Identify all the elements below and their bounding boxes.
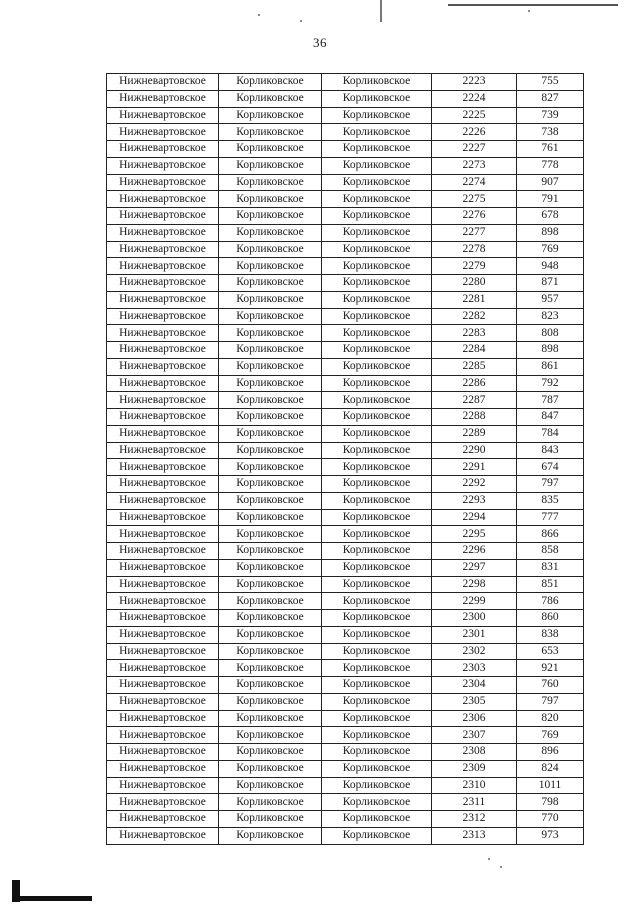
- cell-value: 797: [517, 693, 584, 710]
- cell-field: Корликовское: [219, 124, 322, 141]
- table-row: [107, 325, 584, 342]
- cell-number: 2291: [432, 459, 517, 476]
- cell-region: Нижневартовское: [107, 208, 219, 225]
- cell-region: Нижневартовское: [107, 476, 219, 493]
- cell-value: 778: [517, 157, 584, 174]
- cell-deposit: Корликовское: [322, 141, 432, 158]
- cell-value: 770: [517, 811, 584, 828]
- table-row: [107, 375, 584, 392]
- cell-number: 2282: [432, 308, 517, 325]
- scan-artifact: [300, 20, 302, 22]
- cell-deposit: Корликовское: [322, 157, 432, 174]
- cell-number: 2288: [432, 409, 517, 426]
- cell-region: Нижневартовское: [107, 275, 219, 292]
- cell-number: 2301: [432, 626, 517, 643]
- cell-value: 678: [517, 208, 584, 225]
- cell-value: 898: [517, 224, 584, 241]
- cell-field: Корликовское: [219, 593, 322, 610]
- scan-artifact: [258, 14, 260, 16]
- table-row: [107, 760, 584, 777]
- cell-number: 2281: [432, 291, 517, 308]
- cell-field: Корликовское: [219, 543, 322, 560]
- cell-value: 921: [517, 660, 584, 677]
- cell-region: Нижневартовское: [107, 258, 219, 275]
- cell-deposit: Корликовское: [322, 74, 432, 91]
- cell-region: Нижневартовское: [107, 677, 219, 694]
- cell-field: Корликовское: [219, 509, 322, 526]
- cell-region: Нижневартовское: [107, 811, 219, 828]
- cell-deposit: Корликовское: [322, 777, 432, 794]
- cell-number: 2285: [432, 358, 517, 375]
- cell-deposit: Корликовское: [322, 392, 432, 409]
- cell-field: Корликовское: [219, 492, 322, 509]
- table-row: [107, 643, 584, 660]
- cell-number: 2303: [432, 660, 517, 677]
- cell-value: 1011: [517, 777, 584, 794]
- cell-value: 827: [517, 90, 584, 107]
- table-row: [107, 710, 584, 727]
- cell-region: Нижневартовское: [107, 325, 219, 342]
- cell-deposit: Корликовское: [322, 710, 432, 727]
- cell-value: 755: [517, 74, 584, 91]
- cell-number: 2286: [432, 375, 517, 392]
- cell-value: 843: [517, 442, 584, 459]
- cell-deposit: Корликовское: [322, 459, 432, 476]
- cell-region: Нижневартовское: [107, 409, 219, 426]
- table-row: [107, 141, 584, 158]
- cell-deposit: Корликовское: [322, 559, 432, 576]
- cell-number: 2278: [432, 241, 517, 258]
- table-row: [107, 90, 584, 107]
- cell-field: Корликовское: [219, 476, 322, 493]
- cell-value: 866: [517, 526, 584, 543]
- cell-value: 820: [517, 710, 584, 727]
- cell-field: Корликовское: [219, 90, 322, 107]
- cell-value: 797: [517, 476, 584, 493]
- cell-number: 2223: [432, 74, 517, 91]
- cell-field: Корликовское: [219, 610, 322, 627]
- cell-number: 2302: [432, 643, 517, 660]
- cell-deposit: Корликовское: [322, 509, 432, 526]
- cell-number: 2292: [432, 476, 517, 493]
- cell-deposit: Корликовское: [322, 375, 432, 392]
- cell-number: 2290: [432, 442, 517, 459]
- cell-region: Нижневартовское: [107, 425, 219, 442]
- cell-region: Нижневартовское: [107, 157, 219, 174]
- cell-value: 769: [517, 727, 584, 744]
- cell-deposit: Корликовское: [322, 308, 432, 325]
- cell-region: Нижневартовское: [107, 291, 219, 308]
- cell-number: 2275: [432, 191, 517, 208]
- table-row: [107, 677, 584, 694]
- cell-deposit: Корликовское: [322, 224, 432, 241]
- cell-value: 831: [517, 559, 584, 576]
- cell-deposit: Корликовское: [322, 811, 432, 828]
- cell-deposit: Корликовское: [322, 425, 432, 442]
- cell-region: Нижневартовское: [107, 794, 219, 811]
- cell-region: Нижневартовское: [107, 375, 219, 392]
- table-row: [107, 811, 584, 828]
- cell-value: 824: [517, 760, 584, 777]
- table-body: [107, 74, 584, 845]
- table-row: [107, 275, 584, 292]
- cell-value: 786: [517, 593, 584, 610]
- cell-field: Корликовское: [219, 224, 322, 241]
- cell-value: 808: [517, 325, 584, 342]
- cell-field: Корликовское: [219, 409, 322, 426]
- table-row: [107, 492, 584, 509]
- cell-value: 948: [517, 258, 584, 275]
- cell-number: 2297: [432, 559, 517, 576]
- cell-region: Нижневартовское: [107, 760, 219, 777]
- cell-deposit: Корликовское: [322, 660, 432, 677]
- scan-artifact: [528, 10, 530, 12]
- cell-deposit: Корликовское: [322, 191, 432, 208]
- cell-field: Корликовское: [219, 526, 322, 543]
- cell-value: 798: [517, 794, 584, 811]
- table-row: [107, 74, 584, 91]
- cell-deposit: Корликовское: [322, 476, 432, 493]
- cell-field: Корликовское: [219, 291, 322, 308]
- cell-field: Корликовское: [219, 157, 322, 174]
- table-row: [107, 308, 584, 325]
- cell-number: 2311: [432, 794, 517, 811]
- cell-number: 2289: [432, 425, 517, 442]
- cell-deposit: Корликовское: [322, 492, 432, 509]
- cell-region: Нижневартовское: [107, 442, 219, 459]
- cell-deposit: Корликовское: [322, 827, 432, 844]
- cell-deposit: Корликовское: [322, 576, 432, 593]
- cell-number: 2296: [432, 543, 517, 560]
- cell-number: 2293: [432, 492, 517, 509]
- cell-field: Корликовское: [219, 425, 322, 442]
- cell-number: 2309: [432, 760, 517, 777]
- cell-region: Нижневартовское: [107, 827, 219, 844]
- cell-region: Нижневартовское: [107, 342, 219, 359]
- cell-field: Корликовское: [219, 275, 322, 292]
- cell-region: Нижневартовское: [107, 543, 219, 560]
- cell-field: Корликовское: [219, 358, 322, 375]
- scan-artifact: [380, 0, 382, 22]
- cell-field: Корликовское: [219, 727, 322, 744]
- cell-field: Корликовское: [219, 777, 322, 794]
- table-row: [107, 777, 584, 794]
- table-row: [107, 124, 584, 141]
- cell-number: 2300: [432, 610, 517, 627]
- cell-deposit: Корликовское: [322, 208, 432, 225]
- table-row: [107, 476, 584, 493]
- table-row: [107, 660, 584, 677]
- cell-field: Корликовское: [219, 442, 322, 459]
- cell-value: 674: [517, 459, 584, 476]
- cell-deposit: Корликовское: [322, 643, 432, 660]
- cell-value: 787: [517, 392, 584, 409]
- cell-deposit: Корликовское: [322, 90, 432, 107]
- cell-value: 823: [517, 308, 584, 325]
- cell-region: Нижневартовское: [107, 509, 219, 526]
- cell-field: Корликовское: [219, 794, 322, 811]
- cell-region: Нижневартовское: [107, 107, 219, 124]
- table-row: [107, 392, 584, 409]
- cell-value: 907: [517, 174, 584, 191]
- cell-value: 858: [517, 543, 584, 560]
- cell-region: Нижневартовское: [107, 610, 219, 627]
- cell-region: Нижневартовское: [107, 710, 219, 727]
- cell-number: 2226: [432, 124, 517, 141]
- cell-deposit: Корликовское: [322, 174, 432, 191]
- cell-value: 973: [517, 827, 584, 844]
- cell-value: 784: [517, 425, 584, 442]
- cell-region: Нижневартовское: [107, 660, 219, 677]
- cell-number: 2312: [432, 811, 517, 828]
- cell-deposit: Корликовское: [322, 610, 432, 627]
- cell-value: 739: [517, 107, 584, 124]
- cell-deposit: Корликовское: [322, 593, 432, 610]
- cell-deposit: Корликовское: [322, 693, 432, 710]
- table-row: [107, 107, 584, 124]
- cell-field: Корликовское: [219, 141, 322, 158]
- cell-value: 847: [517, 409, 584, 426]
- cell-field: Корликовское: [219, 710, 322, 727]
- cell-number: 2284: [432, 342, 517, 359]
- cell-deposit: Корликовское: [322, 760, 432, 777]
- table-row: [107, 543, 584, 560]
- table-row: [107, 794, 584, 811]
- scan-artifact: [488, 858, 490, 860]
- cell-field: Корликовское: [219, 643, 322, 660]
- cell-number: 2299: [432, 593, 517, 610]
- cell-number: 2280: [432, 275, 517, 292]
- cell-region: Нижневартовское: [107, 492, 219, 509]
- scan-artifact: [448, 4, 618, 6]
- cell-field: Корликовское: [219, 325, 322, 342]
- cell-field: Корликовское: [219, 459, 322, 476]
- cell-region: Нижневартовское: [107, 526, 219, 543]
- cell-deposit: Корликовское: [322, 543, 432, 560]
- table-row: [107, 610, 584, 627]
- cell-number: 2227: [432, 141, 517, 158]
- table-row: [107, 241, 584, 258]
- cell-field: Корликовское: [219, 576, 322, 593]
- cell-region: Нижневартовское: [107, 643, 219, 660]
- cell-number: 2277: [432, 224, 517, 241]
- cell-region: Нижневартовское: [107, 626, 219, 643]
- cell-number: 2305: [432, 693, 517, 710]
- cell-region: Нижневартовское: [107, 777, 219, 794]
- table-row: [107, 157, 584, 174]
- cell-field: Корликовское: [219, 811, 322, 828]
- cell-deposit: Корликовское: [322, 626, 432, 643]
- cell-field: Корликовское: [219, 191, 322, 208]
- cell-deposit: Корликовское: [322, 325, 432, 342]
- cell-number: 2274: [432, 174, 517, 191]
- table-row: [107, 593, 584, 610]
- table-row: [107, 559, 584, 576]
- cell-value: 838: [517, 626, 584, 643]
- cell-number: 2283: [432, 325, 517, 342]
- cell-field: Корликовское: [219, 258, 322, 275]
- cell-value: 871: [517, 275, 584, 292]
- cell-field: Корликовское: [219, 660, 322, 677]
- cell-field: Корликовское: [219, 107, 322, 124]
- cell-field: Корликовское: [219, 174, 322, 191]
- table-row: [107, 425, 584, 442]
- cell-value: 761: [517, 141, 584, 158]
- cell-value: 861: [517, 358, 584, 375]
- cell-field: Корликовское: [219, 241, 322, 258]
- cell-field: Корликовское: [219, 74, 322, 91]
- cell-field: Корликовское: [219, 677, 322, 694]
- cell-number: 2294: [432, 509, 517, 526]
- table-row: [107, 526, 584, 543]
- cell-field: Корликовское: [219, 308, 322, 325]
- cell-field: Корликовское: [219, 559, 322, 576]
- page-number: 36: [313, 35, 327, 50]
- cell-region: Нижневартовское: [107, 74, 219, 91]
- cell-number: 2304: [432, 677, 517, 694]
- cell-deposit: Корликовское: [322, 744, 432, 761]
- table-row: [107, 626, 584, 643]
- cell-region: Нижневартовское: [107, 744, 219, 761]
- cell-region: Нижневартовское: [107, 90, 219, 107]
- table-row: [107, 208, 584, 225]
- cell-number: 2273: [432, 157, 517, 174]
- cell-value: 791: [517, 191, 584, 208]
- table-row: [107, 291, 584, 308]
- cell-number: 2298: [432, 576, 517, 593]
- cell-value: 777: [517, 509, 584, 526]
- cell-region: Нижневартовское: [107, 241, 219, 258]
- cell-field: Корликовское: [219, 392, 322, 409]
- table-row: [107, 693, 584, 710]
- cell-region: Нижневартовское: [107, 358, 219, 375]
- cell-field: Корликовское: [219, 827, 322, 844]
- cell-field: Корликовское: [219, 760, 322, 777]
- table-row: [107, 258, 584, 275]
- cell-number: 2295: [432, 526, 517, 543]
- cell-number: 2224: [432, 90, 517, 107]
- cell-value: 898: [517, 342, 584, 359]
- cell-value: 835: [517, 492, 584, 509]
- cell-deposit: Корликовское: [322, 358, 432, 375]
- data-table: [106, 73, 584, 845]
- cell-value: 896: [517, 744, 584, 761]
- table-row: [107, 224, 584, 241]
- cell-number: 2276: [432, 208, 517, 225]
- cell-region: Нижневартовское: [107, 559, 219, 576]
- cell-field: Корликовское: [219, 375, 322, 392]
- cell-value: 653: [517, 643, 584, 660]
- cell-number: 2225: [432, 107, 517, 124]
- cell-deposit: Корликовское: [322, 258, 432, 275]
- cell-region: Нижневартовское: [107, 576, 219, 593]
- cell-field: Корликовское: [219, 626, 322, 643]
- cell-number: 2313: [432, 827, 517, 844]
- cell-region: Нижневартовское: [107, 459, 219, 476]
- cell-field: Корликовское: [219, 342, 322, 359]
- cell-deposit: Корликовское: [322, 291, 432, 308]
- cell-region: Нижневартовское: [107, 224, 219, 241]
- table-row: [107, 191, 584, 208]
- cell-number: 2308: [432, 744, 517, 761]
- cell-number: 2306: [432, 710, 517, 727]
- scan-artifact: [12, 896, 92, 901]
- cell-region: Нижневартовское: [107, 593, 219, 610]
- cell-region: Нижневартовское: [107, 141, 219, 158]
- table-row: [107, 576, 584, 593]
- cell-value: 760: [517, 677, 584, 694]
- cell-deposit: Корликовское: [322, 526, 432, 543]
- cell-number: 2310: [432, 777, 517, 794]
- table-row: [107, 744, 584, 761]
- cell-value: 860: [517, 610, 584, 627]
- cell-deposit: Корликовское: [322, 342, 432, 359]
- cell-deposit: Корликовское: [322, 241, 432, 258]
- scan-artifact: [500, 866, 502, 868]
- cell-deposit: Корликовское: [322, 677, 432, 694]
- table-row: [107, 459, 584, 476]
- cell-field: Корликовское: [219, 208, 322, 225]
- table-row: [107, 358, 584, 375]
- table-row: [107, 442, 584, 459]
- cell-deposit: Корликовское: [322, 107, 432, 124]
- cell-value: 957: [517, 291, 584, 308]
- cell-region: Нижневартовское: [107, 308, 219, 325]
- table-row: [107, 827, 584, 844]
- cell-value: 769: [517, 241, 584, 258]
- cell-deposit: Корликовское: [322, 727, 432, 744]
- cell-region: Нижневартовское: [107, 124, 219, 141]
- cell-field: Корликовское: [219, 744, 322, 761]
- table-row: [107, 509, 584, 526]
- table-row: [107, 727, 584, 744]
- cell-region: Нижневартовское: [107, 191, 219, 208]
- cell-region: Нижневартовское: [107, 693, 219, 710]
- cell-number: 2287: [432, 392, 517, 409]
- cell-deposit: Корликовское: [322, 409, 432, 426]
- table-row: [107, 342, 584, 359]
- cell-region: Нижневартовское: [107, 392, 219, 409]
- table-row: [107, 174, 584, 191]
- cell-value: 792: [517, 375, 584, 392]
- cell-deposit: Корликовское: [322, 442, 432, 459]
- cell-field: Корликовское: [219, 693, 322, 710]
- cell-deposit: Корликовское: [322, 124, 432, 141]
- cell-deposit: Корликовское: [322, 275, 432, 292]
- cell-region: Нижневартовское: [107, 727, 219, 744]
- cell-value: 851: [517, 576, 584, 593]
- cell-deposit: Корликовское: [322, 794, 432, 811]
- cell-region: Нижневартовское: [107, 174, 219, 191]
- cell-number: 2307: [432, 727, 517, 744]
- table-row: [107, 409, 584, 426]
- cell-value: 738: [517, 124, 584, 141]
- cell-number: 2279: [432, 258, 517, 275]
